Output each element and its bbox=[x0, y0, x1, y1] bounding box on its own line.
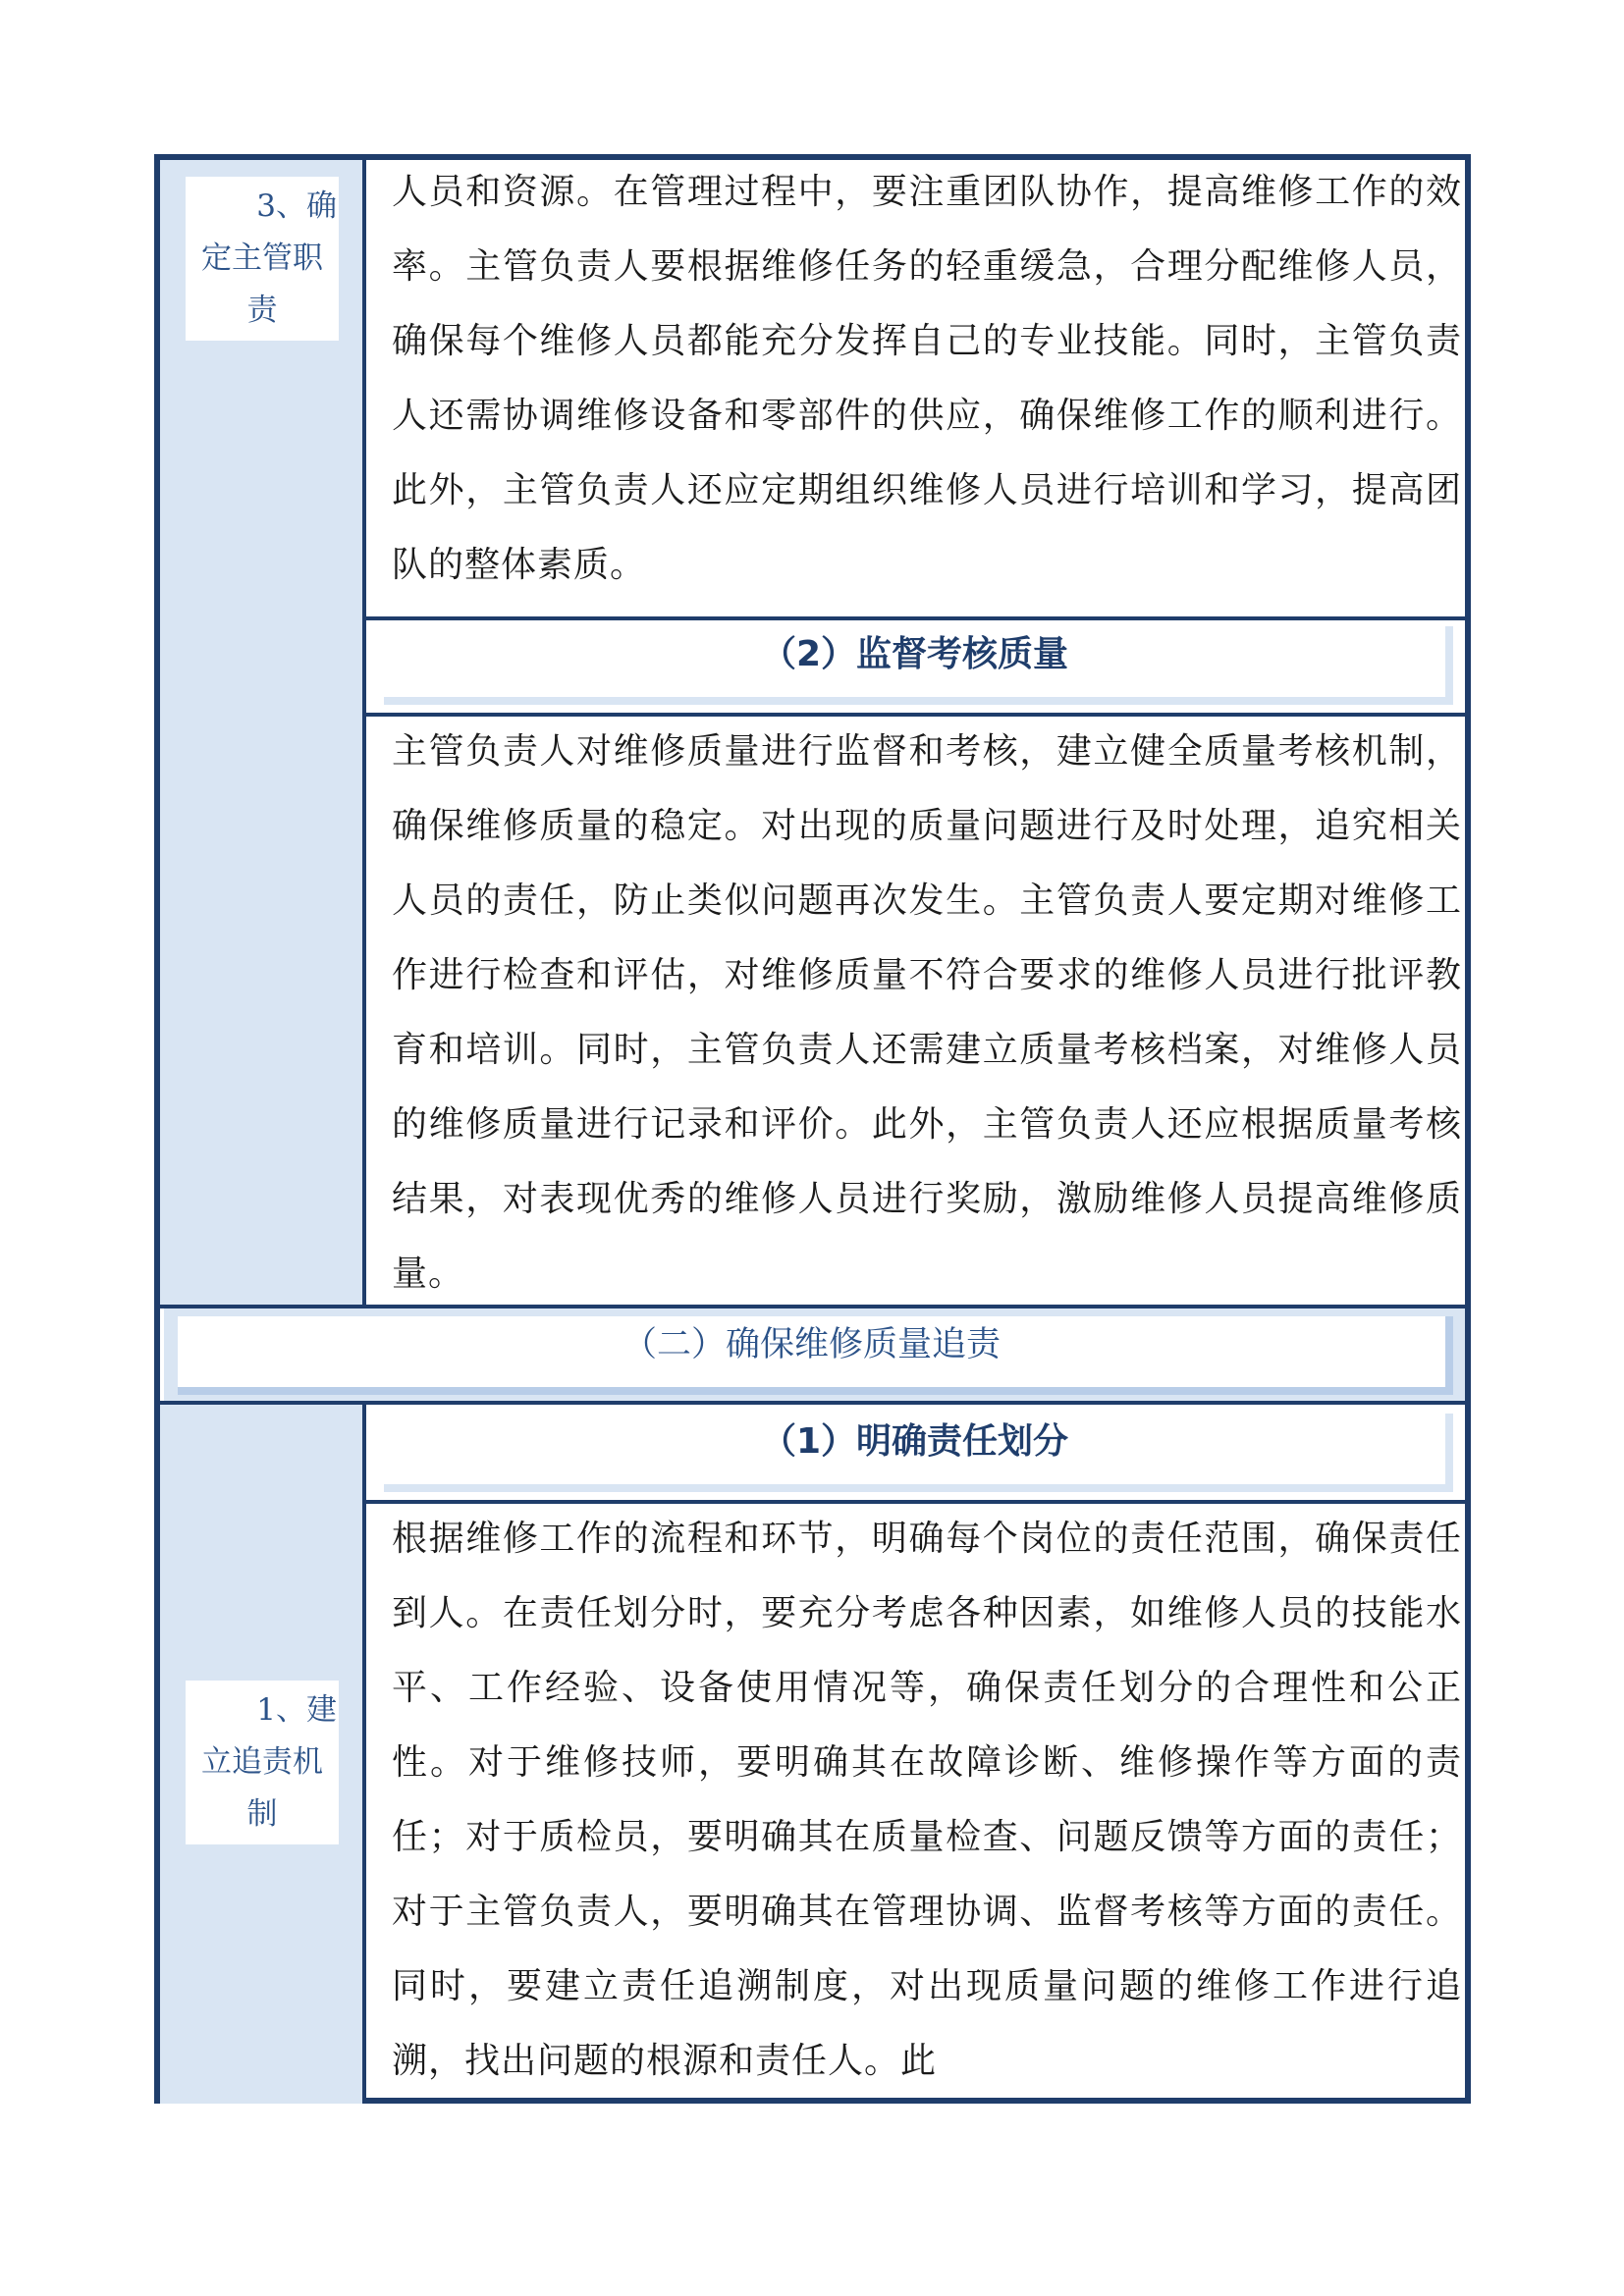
paragraph-responsibility-division: 根据维修工作的流程和环节，明确每个岗位的责任范围，确保责任到人。在责任划分时，要充分考虑各种因素，如维修人员的技能水平、工作经验、设备使用情况等，确保责任划分的合理性和公正性。对于维修技师，要明确其在故障诊断、维修操作等方面的责任；对于质检员，要明确其在质量检查、问题反馈等方面的责任；对于主管负责人，要明确其在管理协调、监督考核等方面的责任。同时，要建立责任追溯制度，对出现质量问题的维修工作进行追溯，找出问题的根源和责任人。此 bbox=[392, 1519, 1462, 2081]
divider bbox=[362, 616, 1465, 620]
side-label-number: 1、建 bbox=[256, 1692, 337, 1728]
side-label-text: 定主管职 责 bbox=[201, 240, 323, 328]
heading-responsibility-division: （1）明确责任划分 bbox=[384, 1414, 1453, 1492]
paragraph-team-management: 人员和资源。在管理过程中，要注重团队协作，提高维修工作的效率。主管负责人要根据维修任务的轻重缓急，合理分配维修人员，确保每个维修人员都能充分发挥自己的专业技能。同时，主管负责人还需协调维修设备和零部件的供应，确保维修工作的顺利进行。此外，主管负责人还应定期组织维修人员进行培训和学习，提高团队的整体素质。 bbox=[392, 172, 1462, 585]
side-label-text: 立追责机 制 bbox=[201, 1744, 323, 1832]
document-table bbox=[154, 154, 1471, 2104]
paragraph-quality-supervision: 主管负责人对维修质量进行监督和考核，建立健全质量考核机制，确保维修质量的稳定。对出现的质量问题进行及时处理，追究相关人员的责任，防止类似问题再次发生。主管负责人要定期对维修工作进行检查和评估，对维修质量不符合要求的维修人员进行批评教育和培训。同时，主管负责人还需建立质量考核档案，对维修人员的维修质量进行记录和评价。此外，主管负责人还应根据质量考核结果，对表现优秀的维修人员进行奖励，激励维修人员提高维修质量。 bbox=[392, 731, 1462, 1294]
side-label-number: 3、确 bbox=[256, 188, 337, 224]
side-label-main-duty bbox=[186, 177, 339, 341]
section-title-accountability: （二）确保维修质量追责 bbox=[178, 1316, 1453, 1395]
side-label-accountability-mechanism bbox=[186, 1681, 339, 1844]
heading-quality-supervision: （2）监督考核质量 bbox=[384, 626, 1453, 705]
divider bbox=[160, 1401, 1465, 1405]
